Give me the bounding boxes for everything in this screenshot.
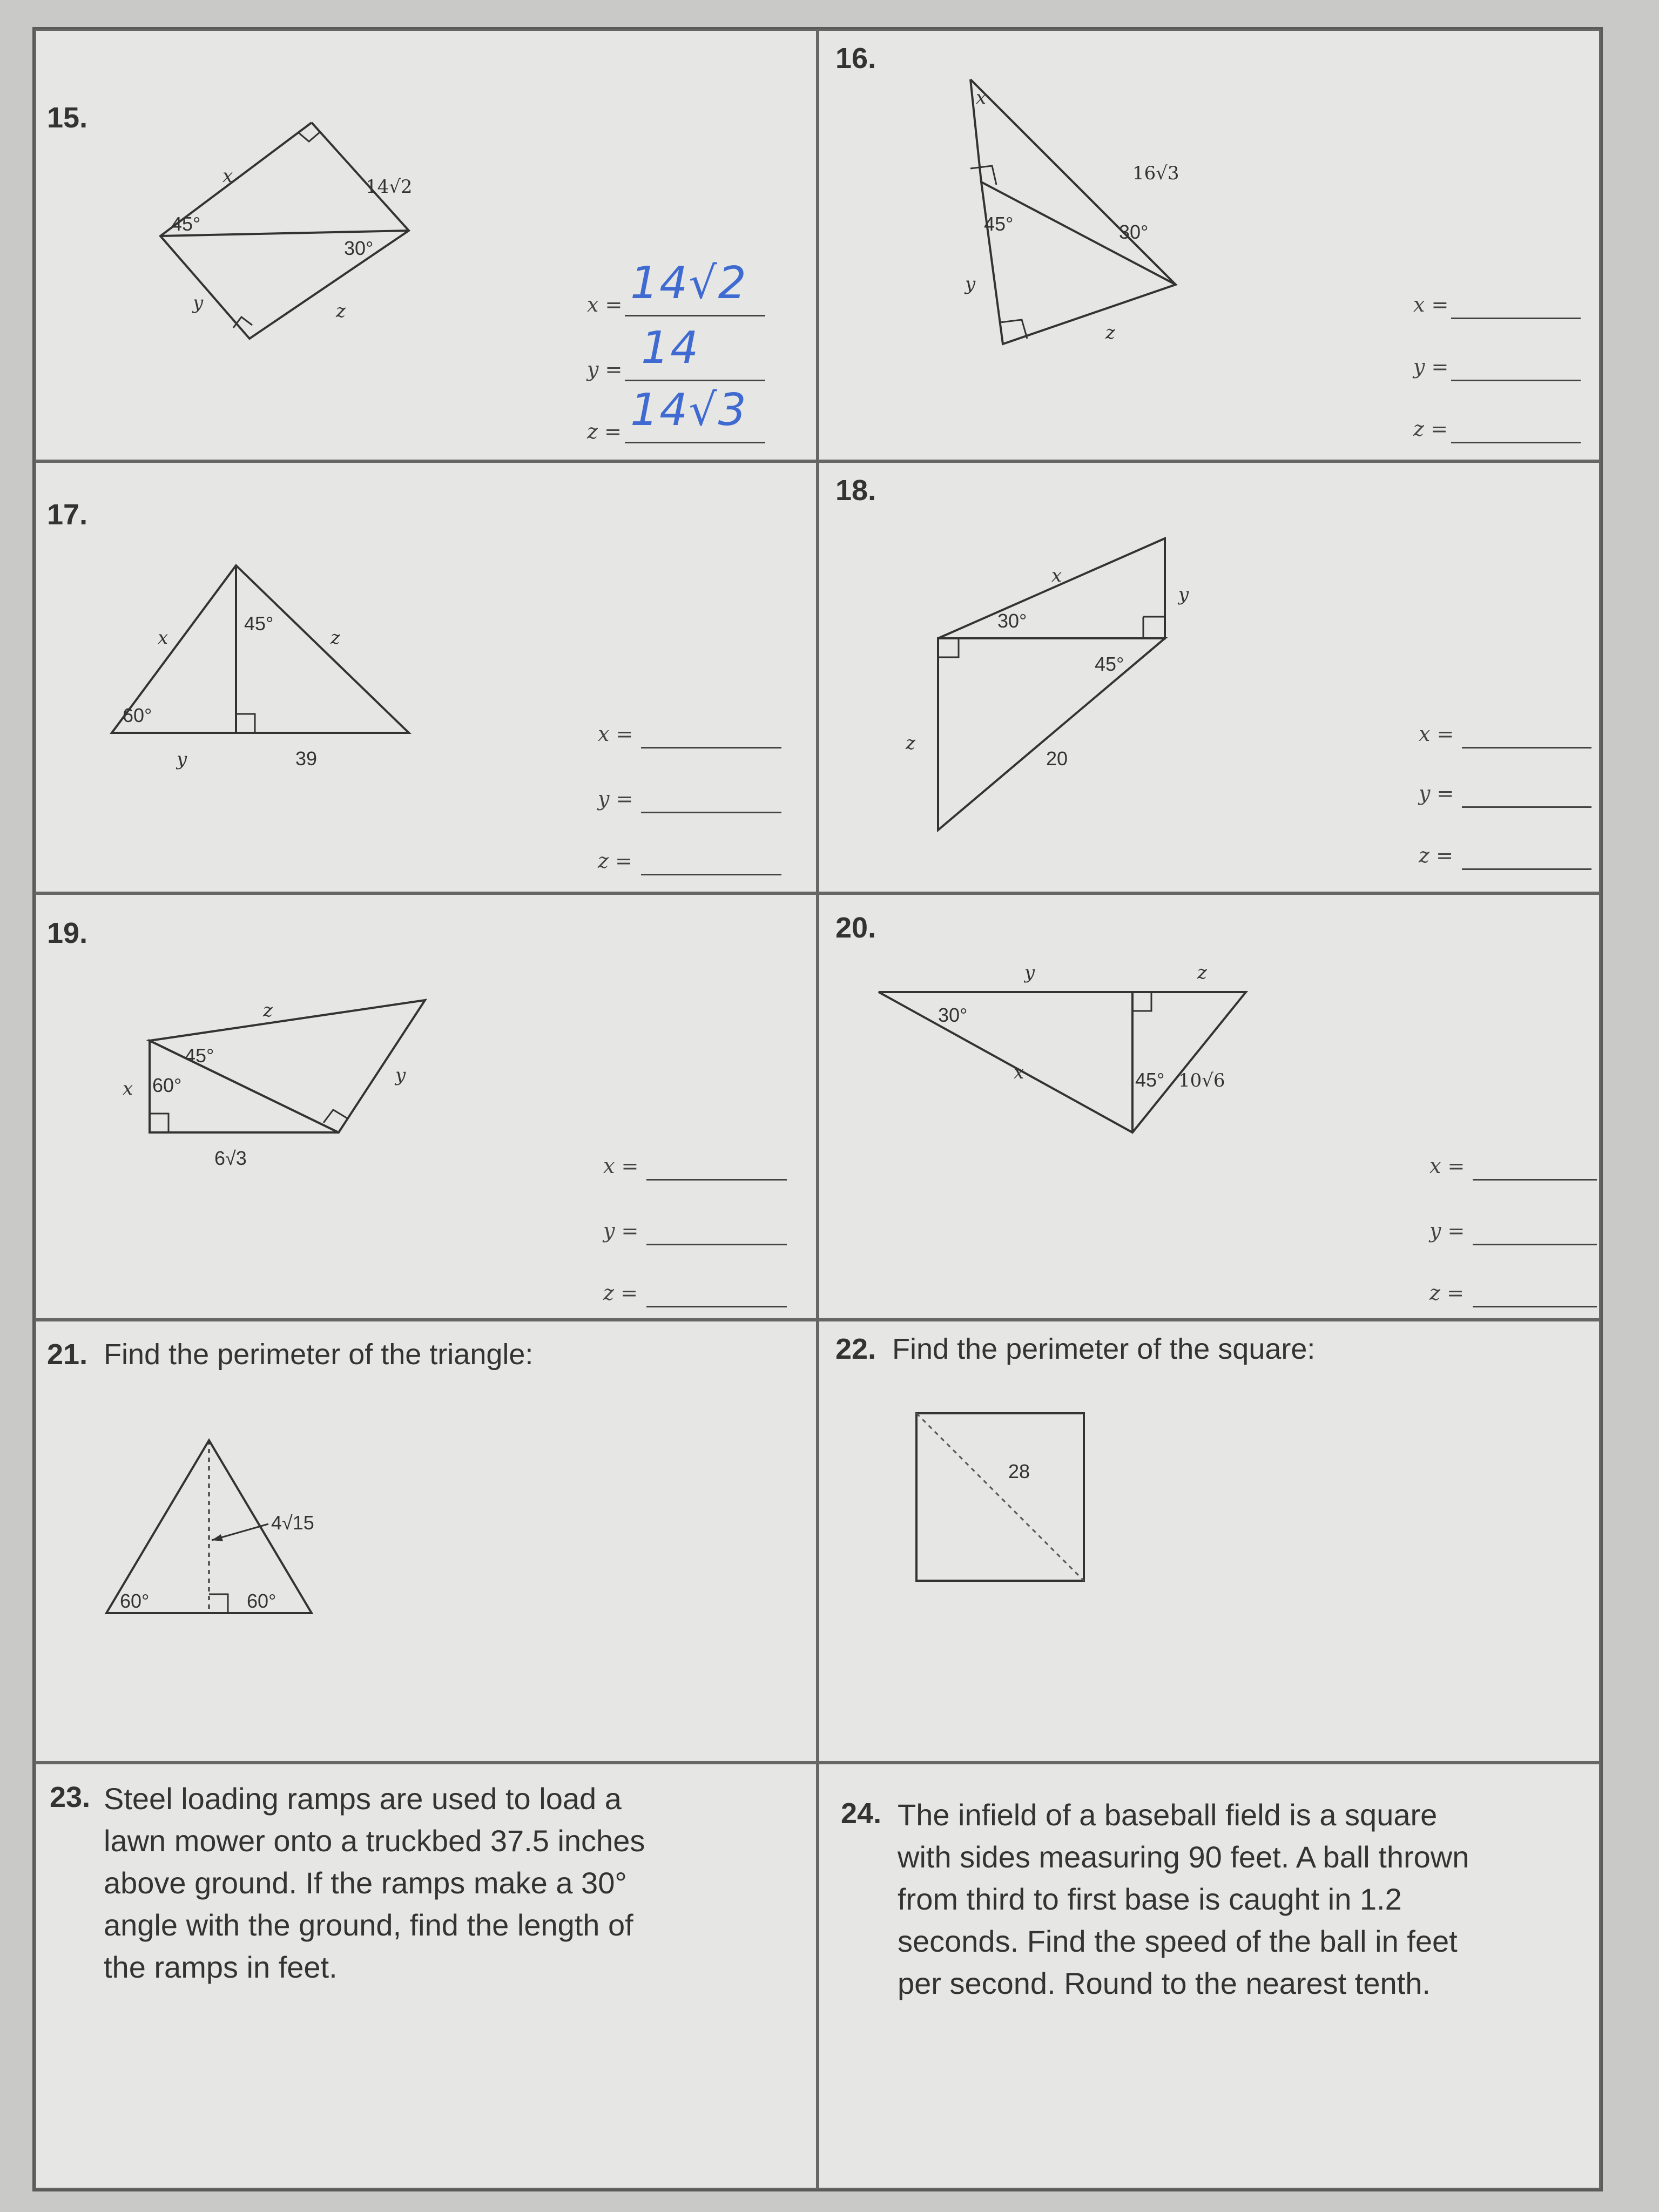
problem-prompt: Find the perimeter of the triangle:	[104, 1338, 534, 1371]
label-y: y	[193, 292, 204, 314]
problem-22-cell	[818, 1320, 1601, 1763]
label-z: z	[1105, 322, 1115, 343]
label-angle-45: 45°	[171, 213, 201, 235]
problem-20-figure	[868, 954, 1300, 1197]
z-label: z =	[598, 849, 632, 873]
problem-17-figure	[101, 533, 425, 803]
problem-text-line-1: Steel loading ramps are used to load a	[104, 1782, 622, 1816]
problem-16-figure	[916, 52, 1240, 376]
problem-number: 21.	[47, 1338, 88, 1371]
label-angle-30: 30°	[344, 237, 374, 259]
y-answer-line[interactable]	[1473, 1213, 1597, 1245]
z-label: z =	[1429, 1281, 1464, 1305]
label-z: z	[906, 732, 915, 754]
label-x: x	[222, 165, 233, 187]
label-angle-30: 30°	[1119, 221, 1149, 243]
label-side: 16√3	[1132, 163, 1179, 184]
z-answer-line[interactable]	[641, 844, 781, 875]
x-answer-line[interactable]	[641, 717, 781, 748]
problem-text-line-2: lawn mower onto a truckbed 37.5 inches	[104, 1824, 645, 1858]
y-label: y =	[603, 1219, 639, 1243]
problem-number: 16.	[835, 42, 876, 75]
y-label: y =	[1413, 355, 1449, 379]
x-label: x =	[603, 1154, 639, 1178]
problem-number: 19.	[47, 917, 88, 949]
label-z: z	[263, 1000, 273, 1021]
label-x: x	[123, 1078, 133, 1100]
problem-number: 20.	[835, 912, 876, 944]
problem-15-cell	[35, 29, 818, 461]
y-answer-line[interactable]	[641, 781, 781, 813]
z-answer-line[interactable]	[646, 1276, 787, 1307]
z-answer-line[interactable]	[1451, 412, 1581, 443]
problem-text-line-1: The infield of a baseball field is a square	[898, 1798, 1438, 1832]
y-label: y =	[587, 358, 623, 381]
label-y: y	[965, 273, 976, 295]
y-label: y =	[598, 787, 633, 811]
label-angle-45: 45°	[244, 612, 274, 635]
problem-16-cell	[818, 29, 1601, 461]
label-angle-60-right: 60°	[247, 1590, 276, 1612]
worksheet	[32, 27, 1603, 2191]
y-label: y =	[1419, 781, 1454, 805]
problem-21-figure	[96, 1402, 420, 1645]
label-angle-60-left: 60°	[120, 1590, 150, 1612]
problem-19-figure	[101, 954, 479, 1224]
problem-number: 18.	[835, 474, 876, 507]
label-z: z	[1197, 962, 1207, 983]
label-x: x	[976, 87, 987, 109]
label-angle-45: 45°	[984, 213, 1014, 235]
z-label: z =	[603, 1281, 638, 1305]
y-answer-line[interactable]	[1462, 776, 1591, 808]
label-x: x	[1014, 1062, 1024, 1083]
label-angle-60: 60°	[152, 1074, 182, 1096]
label-x: x	[158, 627, 168, 649]
problem-text-line-4: angle with the ground, find the length of	[104, 1908, 633, 1942]
problem-number: 17.	[47, 498, 88, 531]
x-answer-line[interactable]	[646, 1149, 787, 1181]
label-angle-30: 30°	[938, 1004, 968, 1026]
x-answer-line[interactable]	[1473, 1149, 1597, 1181]
label-angle-60: 60°	[123, 704, 152, 726]
label-angle-45: 45°	[1095, 653, 1124, 675]
y-handwritten: 14	[641, 322, 700, 374]
problem-text-line-4: seconds. Find the speed of the ball in feet	[898, 1924, 1458, 1958]
x-label: x =	[1429, 1154, 1465, 1178]
problem-23-cell	[35, 1763, 818, 2189]
problem-number: 24.	[841, 1797, 882, 1830]
problem-24-cell	[818, 1763, 1601, 2189]
label-side: 4√15	[271, 1512, 314, 1534]
problem-18-cell	[818, 461, 1601, 893]
problem-text-line-5: per second. Round to the nearest tenth.	[898, 1966, 1431, 2000]
problem-18-figure	[884, 495, 1262, 846]
problem-number: 15.	[47, 102, 88, 134]
x-label: x =	[1413, 293, 1449, 316]
problem-text-line-3: above ground. If the ramps make a 30°	[104, 1866, 627, 1900]
problem-number: 23.	[50, 1781, 91, 1813]
x-answer-line[interactable]	[1451, 287, 1581, 319]
label-angle-30: 30°	[997, 610, 1027, 632]
x-label: x =	[1419, 722, 1454, 746]
label-side: 10√6	[1178, 1070, 1225, 1091]
label-y: y	[177, 748, 187, 770]
problem-21-cell	[35, 1320, 818, 1763]
label-x: x	[1051, 565, 1062, 586]
problem-prompt: Find the perimeter of the square:	[892, 1333, 1316, 1365]
z-label: z =	[587, 420, 622, 443]
label-z: z	[331, 627, 340, 649]
x-label: x =	[587, 293, 623, 316]
problem-15-figure	[90, 112, 468, 436]
label-z: z	[336, 300, 346, 322]
problem-17-cell	[35, 461, 818, 893]
label-side: 14√2	[366, 176, 413, 198]
label-angle-45: 45°	[185, 1044, 214, 1067]
label-y: y	[1024, 962, 1035, 983]
problem-22-figure	[906, 1402, 1149, 1618]
y-label: y =	[1429, 1219, 1465, 1243]
label-angle-45: 45°	[1135, 1069, 1165, 1091]
z-answer-line[interactable]	[1473, 1276, 1597, 1307]
x-handwritten: 14√2	[630, 258, 747, 309]
label-y: y	[395, 1064, 406, 1086]
label-y: y	[1178, 584, 1189, 605]
y-answer-line[interactable]	[1451, 349, 1581, 381]
problem-text-line-5: the ramps in feet.	[104, 1950, 338, 1984]
label-side: 39	[295, 747, 318, 770]
x-label: x =	[598, 722, 633, 746]
problem-number: 22.	[835, 1333, 876, 1365]
problem-20-cell	[818, 893, 1601, 1320]
problem-text-line-3: from third to first base is caught in 1.2	[898, 1882, 1402, 1916]
label-side: 20	[1046, 747, 1068, 770]
problem-19-cell	[35, 893, 818, 1320]
y-answer-line[interactable]	[646, 1213, 787, 1245]
z-answer-line[interactable]	[1462, 838, 1591, 870]
z-handwritten: 14√3	[630, 385, 747, 436]
z-label: z =	[1413, 417, 1448, 441]
label-side: 6√3	[214, 1147, 247, 1169]
z-label: z =	[1419, 844, 1453, 867]
problem-text-line-2: with sides measuring 90 feet. A ball thrown	[898, 1840, 1469, 1874]
x-answer-line[interactable]	[1462, 717, 1591, 748]
label-diagonal: 28	[1008, 1460, 1030, 1482]
